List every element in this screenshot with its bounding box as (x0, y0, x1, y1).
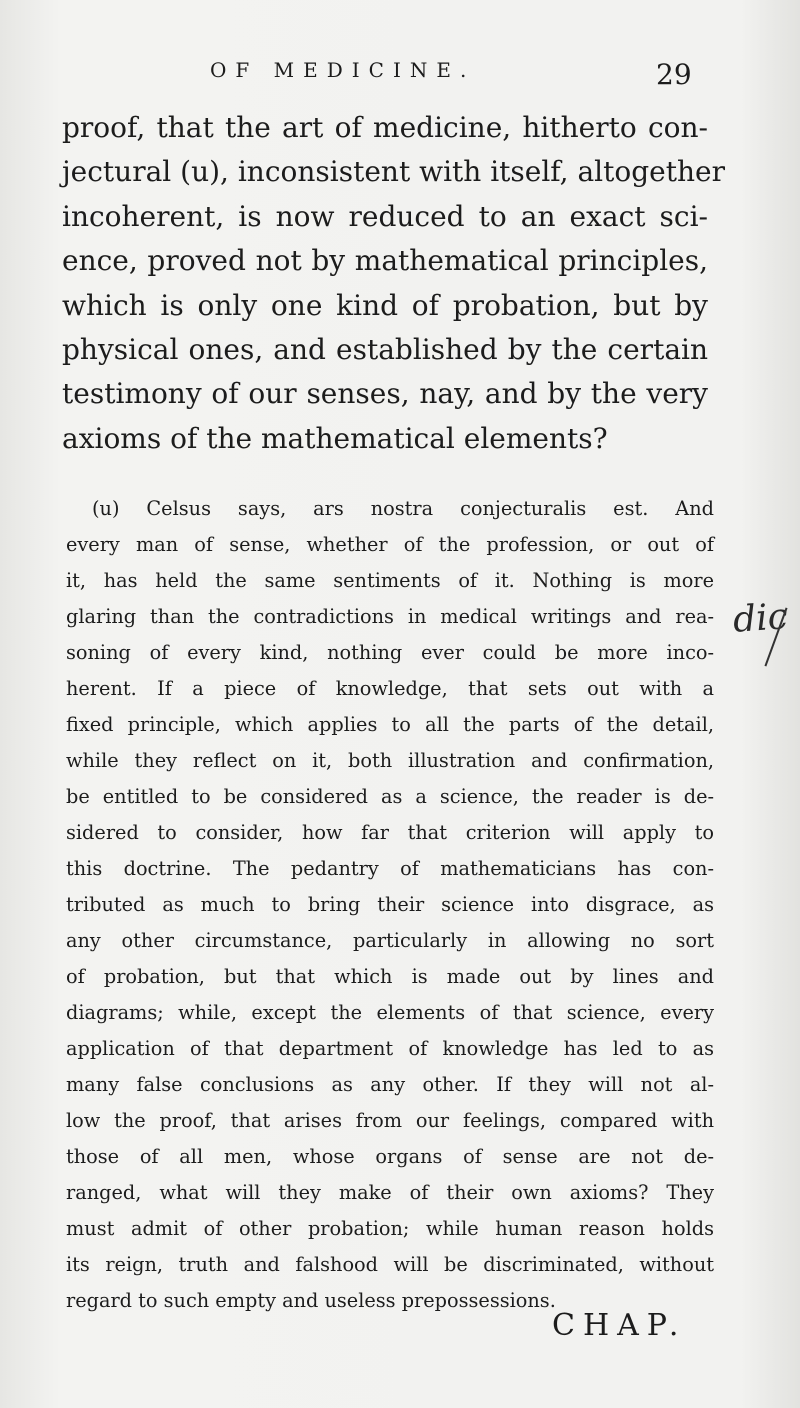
text-line: any other circumstance, particularly in allowing no sort (66, 929, 714, 952)
text-line: glaring than the contradictions in medical writings and rea- (66, 605, 714, 628)
text-line: ence, proved not by mathematical principles, (62, 244, 708, 278)
text-line: diagrams; while, except the elements of that science, every (66, 1001, 714, 1024)
text-line: physical ones, and established by the certain (62, 333, 708, 367)
text-line: those of all men, whose organs of sense are not de- (66, 1145, 714, 1168)
text-line: sidered to consider, how far that criterion will apply to (66, 821, 714, 844)
text-line: its reign, truth and falshood will be discriminated, without (66, 1253, 714, 1276)
text-line: be entitled to be considered as a science, the reader is de- (66, 785, 714, 808)
text-line: every man of sense, whether of the profession, or out of (66, 533, 714, 556)
text-line: while they reflect on it, both illustration and confirmation, (66, 749, 714, 772)
text-line: of probation, but that which is made out by lines and (66, 965, 714, 988)
text-line: proof, that the art of medicine, hitherto con- (62, 111, 708, 144)
text-line: many false conclusions as any other. If they will not al- (66, 1073, 714, 1096)
text-line: fixed principle, which applies to all the parts of the detail, (66, 713, 714, 736)
text-line: this doctrine. The pedantry of mathematicians has con- (66, 857, 714, 880)
text-line: application of that department of knowledge has led to as (66, 1037, 714, 1060)
text-line: axioms of the mathematical elements? (62, 421, 608, 455)
main-text (62, 106, 725, 461)
text-line: low the proof, that arises from our feelings, compared with (66, 1109, 714, 1132)
text-line: it, has held the same sentiments of it. Nothing is more (66, 569, 714, 592)
text-line: (u) Celsus says, ars nostra conjecturalis est. And (92, 497, 714, 520)
text-line: regard to such empty and useless prepossessions. (66, 1289, 556, 1312)
text-line: ranged, what will they make of their own axioms? They (66, 1181, 714, 1204)
text-line: soning of every kind, nothing ever could be more inco- (66, 641, 714, 664)
text-line: must admit of other probation; while human reason holds (66, 1217, 714, 1240)
text-line: testimony of our senses, nay, and by the very (62, 377, 708, 411)
catchword: CHAP. (552, 1308, 687, 1343)
text-line: which is only one kind of probation, but by (62, 288, 708, 322)
text-line: tributed as much to bring their science into disgrace, as (66, 893, 714, 916)
handwritten-margin-note: dic (731, 596, 790, 641)
page-number: 29 (656, 58, 692, 91)
text-line: herent. If a piece of knowledge, that sets out with a (66, 677, 714, 700)
footnote (66, 491, 714, 1319)
text-line: incoherent, is now reduced to an exact sci- (62, 199, 708, 233)
text-line: jectural (u), inconsistent with itself, altogether (62, 155, 725, 189)
running-head: OF MEDICINE. (210, 58, 476, 82)
